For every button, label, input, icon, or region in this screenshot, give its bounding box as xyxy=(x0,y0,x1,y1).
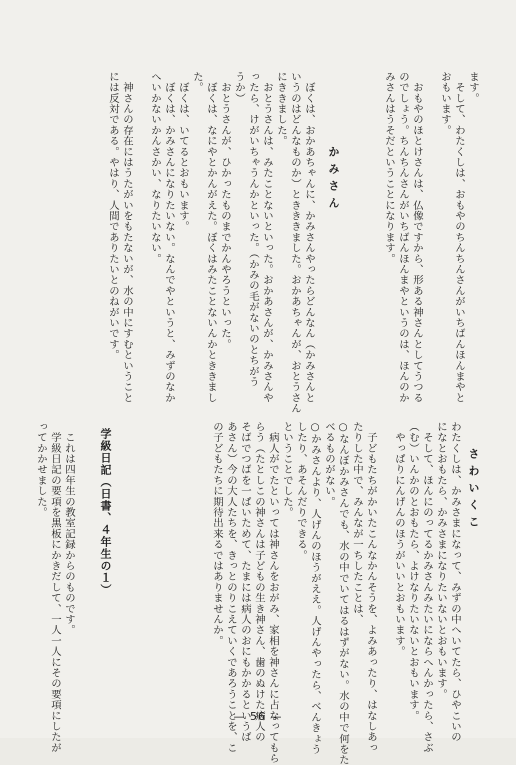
intro-paragraph: ます。 そして、わたくしは、おもやのちんちんさんがいちばんほんまやと おもいます。 おもやのほとけさんは、仏像ですから、形ある神さんとしてうつる のでしょう。ちんちんさんがいちばんほんまやというのは、ほんのか みさんはうそだということになります。 xyxy=(383,71,479,403)
page-number: — 56 — xyxy=(233,710,283,723)
diary-title: 学級日記（日書、４年生の１） xyxy=(99,428,112,596)
closing-paragraph: これは四年生の教室記録からのものです。 学級日記の要項を黒板にかきだして、一人一人にその要項にしたが ってかかせました。 xyxy=(35,421,75,753)
kamisan-title: かみさん xyxy=(327,146,340,214)
teacher-commentary: 子どもたちがかいたこんなかんそうを、よみあったり、はなしあっ たりした中で、みんなが一ちしたことは、 ○なんぼかみさんでも、水の中でいてはるはずがない。水の中で何をた べるものがない。 ○かみさんより、人げんのほうがええ。人げんやったら、べんきょう したり、あそんだりできる。 ということでした。 病人がでたといっては神さんをおがみ、家相を神さんに占なってもら らう（たとしこの神さんは子どもの生き神さん、歯のぬけた病人の そばでつばを一ぱいためて、たまには病人のおにもかかるというば あさん）今の大人たちを、きっとのりこえていくであろうことを、こ の子どもたちに期待出来るではありませんか。 xyxy=(211,421,377,765)
sawaikuko-title: さわいくこ xyxy=(467,448,480,533)
kamisan-body: ぼくは、おかあちゃんに、かみさんやったらどんなん（かみさんと いうのはどんなものか）ときききました。おかあちゃんが、おとうさん にききました。 おとうさんは、みたことないといった。おかあさんが、かみさんや ったら、けがいちゃうんかといった。（かみの毛がないのとちがう うか） おとうさんが、ひかったものまでかんやろうといった。 ぼくは、なにやとかんがえた。ぼくはみたことないんかとききまし た。 ぼくは、いてるとおもいます。 ぼくは、かみさんになりたいない。なんでやというと、みずのなか へいかないかんさかい、なりたいない。 神さんの存在にはうたがいをもたないが、水の中にすむということ には反対である。やはり、人間でありたいとのねがいです。 xyxy=(107,71,315,414)
sawaikuko-body: わたくしは、かみさまになって、みずの中へいてたら、ひやこいの になとおもたら、かみさまになりたいないとおもいます。 そして、ほんにのってるかみさんみたいにならへんかったら、さぶ （む）いんかのとおもたら、よけなりたいないとおもいます。 やっぱりにんげんのほうがいいとおもいます。 xyxy=(393,421,461,753)
